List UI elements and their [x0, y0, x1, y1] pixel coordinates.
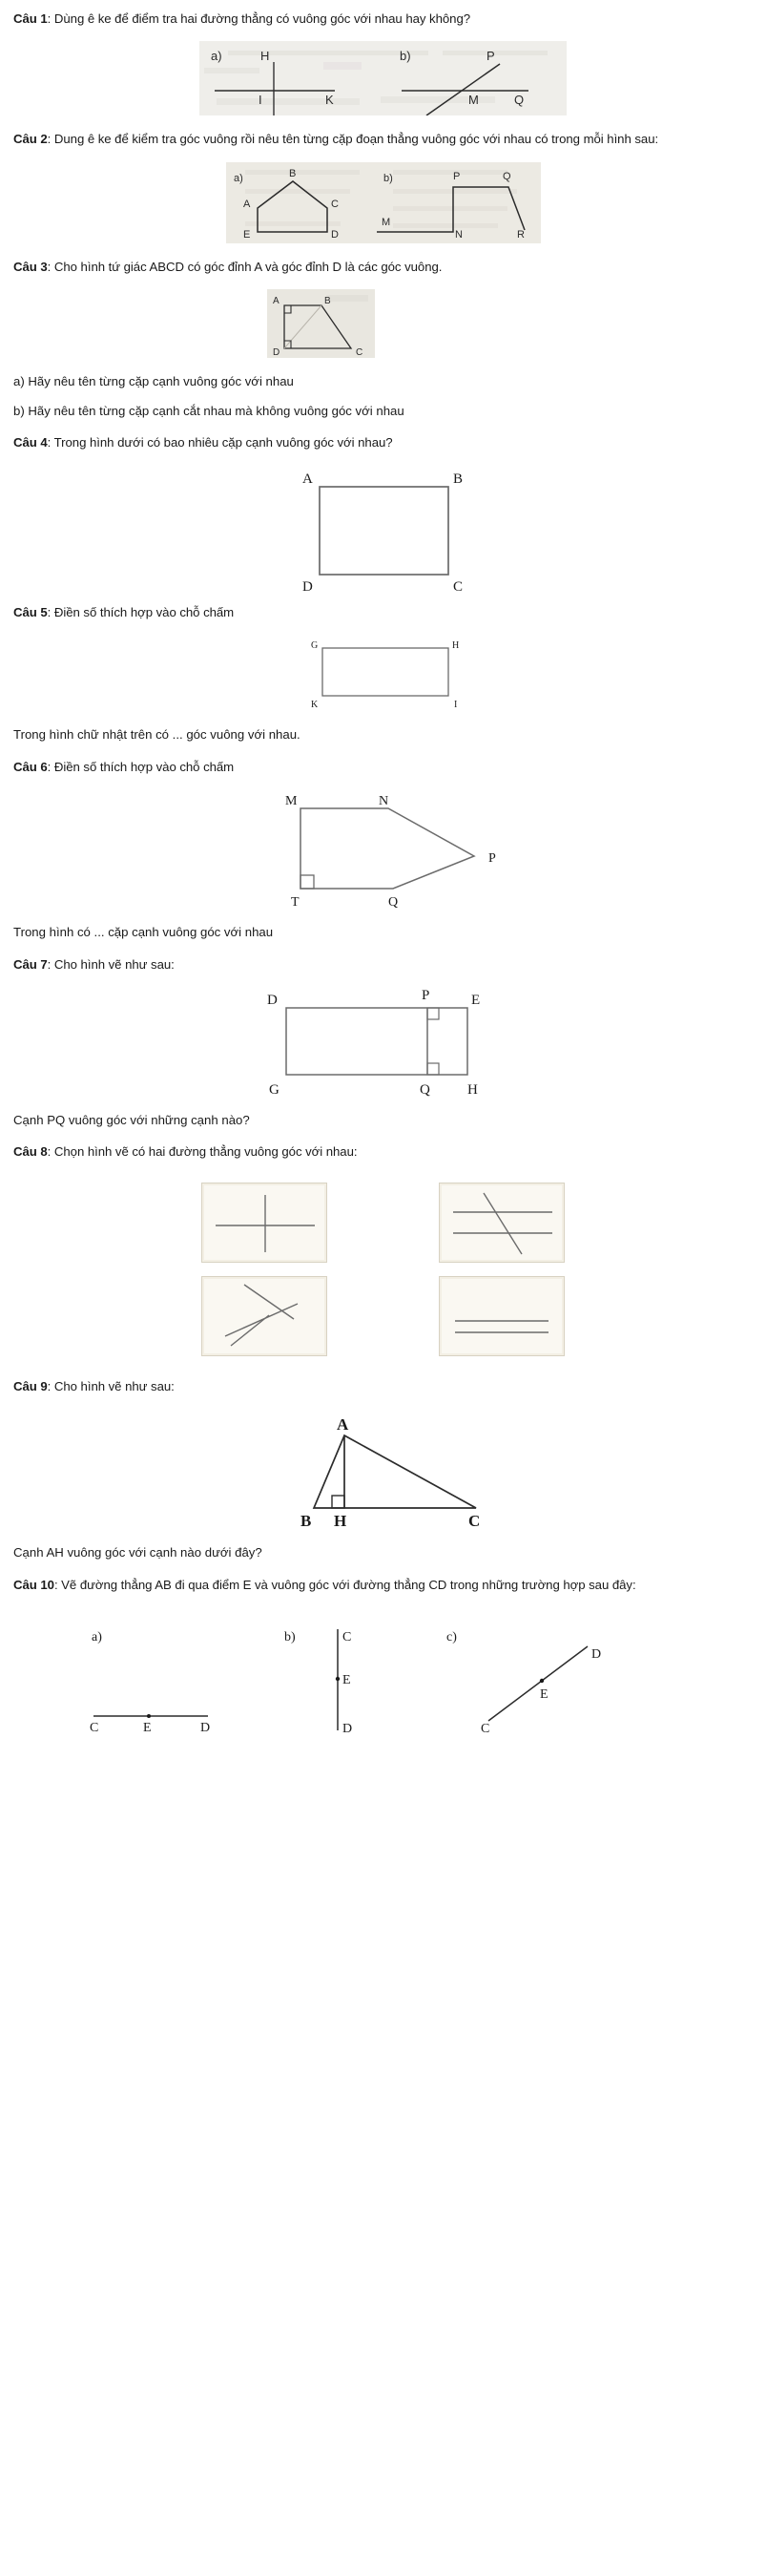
figure-9-label-A: A — [336, 1415, 348, 1435]
question-5-body: : Điền số thích hợp vào chỗ chấm — [47, 604, 235, 619]
question-2-text — [8, 130, 758, 149]
figure-10a-label-E: E — [143, 1721, 152, 1736]
question-9-body: : Cho hình vẽ như sau: — [47, 1378, 175, 1393]
figure-1b-label-M: M — [468, 93, 479, 108]
question-10-text — [8, 1576, 758, 1595]
figure-10c — [446, 1620, 656, 1737]
question-3-text — [8, 258, 758, 277]
right-angle-marker-P — [427, 1008, 439, 1019]
figure-question-7 — [8, 987, 758, 1097]
figure-question-2 — [8, 162, 758, 243]
question-3-sub-b: b) Hãy nêu tên từng cặp cạnh cắt nhau mà không vuông góc với nhau — [13, 403, 404, 418]
question-4-text — [8, 433, 758, 452]
figure-1a-tag: a) — [211, 49, 222, 64]
figure-7-label-Q: Q — [419, 1081, 430, 1098]
figure-3-label-A: A — [273, 296, 279, 307]
figure-7-label-E: E — [470, 992, 480, 1008]
figure-10c-label-E: E — [540, 1687, 549, 1703]
figure-1b-tag: b) — [400, 49, 411, 64]
figure-1b-label-Q: Q — [514, 93, 525, 108]
figure-1a-label-K: K — [325, 93, 334, 108]
figure-3-label-C: C — [356, 347, 363, 359]
figure-2b-label-R: R — [516, 228, 525, 241]
question-7-body: : Cho hình vẽ như sau: — [47, 956, 175, 972]
question-3-label: Câu 3 — [13, 259, 48, 274]
question-6-body: : Điền số thích hợp vào chỗ chấm — [47, 759, 235, 774]
figure-2a-label-A: A — [242, 198, 250, 210]
question-7-after: Cạnh PQ vuông góc với những cạnh nào? — [13, 1112, 250, 1127]
figure-7-label-H: H — [466, 1081, 478, 1098]
question-8-label: Câu 8 — [13, 1144, 48, 1160]
figure-2a-tag: a) — [233, 172, 243, 184]
figure-6-label-P: P — [487, 851, 496, 867]
question-6-after: Trong hình có ... cặp cạnh vuông góc với nhau — [13, 925, 274, 940]
question-9-text — [8, 1377, 758, 1396]
right-angle-marker-H — [332, 1496, 344, 1508]
figure-10b-label-E: E — [342, 1673, 351, 1688]
question-1-body: : Dùng ê ke để điểm tra hai đường thẳng có vuông góc với nhau hay không? — [47, 11, 471, 26]
question-7-text — [8, 955, 758, 974]
question-1-label: Câu 1 — [13, 11, 48, 26]
question-6-text — [8, 758, 758, 777]
figure-2b-label-P: P — [452, 170, 460, 182]
question-7-label: Câu 7 — [13, 956, 48, 972]
option-c-box[interactable] — [201, 1276, 327, 1356]
figure-1a-label-I: I — [259, 93, 262, 108]
question-1-text — [8, 10, 758, 29]
figure-4-label-B: B — [452, 471, 463, 487]
figure-10b-label-C: C — [342, 1630, 352, 1645]
figure-3-label-D: D — [273, 347, 280, 359]
question-2-label: Câu 2 — [13, 132, 48, 147]
figure-6-label-N: N — [378, 794, 388, 809]
figure-6-label-T: T — [290, 895, 300, 911]
figure-question-1 — [8, 41, 758, 115]
question-6-label: Câu 6 — [13, 759, 48, 774]
figure-4-label-C: C — [452, 578, 463, 595]
figure-10c-label-C: C — [481, 1722, 490, 1737]
question-4-body: : Trong hình dưới có bao nhiêu cặp cạnh vuông góc với nhau? — [47, 435, 393, 450]
figure-question-5 — [8, 635, 758, 711]
figure-10c-tag: c) — [446, 1630, 457, 1645]
figure-7-label-G: G — [268, 1081, 279, 1098]
question-5-after: Trong hình chữ nhật trên có ... góc vuông với nhau. — [13, 727, 300, 743]
right-angle-marker-A — [284, 305, 291, 313]
question-10-body: : Vẽ đường thẳng AB đi qua điểm E và vuông góc với đường thẳng CD trong những trường hợp sau đây: — [53, 1577, 636, 1592]
figure-4-label-A: A — [301, 471, 313, 487]
question-3-sub-a: a) Hãy nêu tên từng cặp cạnh vuông góc với nhau — [13, 374, 294, 389]
figure-10b-label-D: D — [342, 1722, 353, 1737]
figure-7-label-D: D — [266, 992, 278, 1008]
right-angle-marker-Q — [427, 1063, 439, 1075]
figure-10b-tag: b) — [284, 1630, 296, 1645]
figure-9-label-H: H — [333, 1512, 346, 1531]
question-4-label: Câu 4 — [13, 435, 48, 450]
figure-10a-label-C: C — [90, 1721, 99, 1736]
question-10-label: Câu 10 — [13, 1577, 54, 1592]
question-5-text — [8, 603, 758, 622]
figure-2b-label-Q: Q — [502, 170, 511, 182]
question-3-body: : Cho hình tứ giác ABCD có góc đỉnh A và góc đỉnh D là các góc vuông. — [47, 259, 443, 274]
figure-question-9 — [8, 1414, 758, 1529]
figure-question-10 — [8, 1620, 758, 1737]
question-8-text — [8, 1142, 758, 1162]
figure-5-label-G: G — [310, 640, 318, 652]
figure-1b-label-P: P — [487, 49, 495, 64]
figure-3-label-B: B — [324, 296, 331, 307]
figure-2a-label-C: C — [330, 198, 339, 210]
figure-question-8-options — [8, 1175, 758, 1356]
figure-10b — [284, 1620, 446, 1737]
figure-10a — [65, 1620, 284, 1734]
figure-6-label-M: M — [284, 794, 297, 809]
figure-6-label-Q: Q — [387, 895, 398, 911]
figure-2a-label-D: D — [330, 228, 339, 241]
figure-question-6 — [8, 789, 758, 909]
figure-9-label-B: B — [300, 1512, 311, 1531]
figure-2a-label-B: B — [288, 167, 296, 179]
figure-5-label-I: I — [453, 700, 457, 711]
figure-2b-label-M: M — [381, 216, 390, 228]
option-b-box[interactable] — [439, 1183, 565, 1263]
question-5-label: Câu 5 — [13, 604, 48, 619]
figure-9-label-C: C — [467, 1512, 480, 1531]
option-d-box[interactable] — [439, 1276, 565, 1356]
option-a-box[interactable] — [201, 1183, 327, 1263]
question-9-after: Cạnh AH vuông góc với cạnh nào dưới đây? — [13, 1545, 262, 1560]
figure-question-4 — [8, 466, 758, 595]
question-8-body: : Chọn hình vẽ có hai đường thẳng vuông góc với nhau: — [47, 1144, 358, 1160]
figure-4-label-D: D — [301, 578, 313, 595]
figure-2b-tag: b) — [383, 172, 393, 184]
figure-7-label-P: P — [421, 987, 429, 1003]
figure-10a-tag: a) — [92, 1630, 102, 1645]
figure-5-label-K: K — [310, 700, 318, 711]
figure-1a-label-H: H — [260, 49, 270, 64]
figure-2a-label-E: E — [242, 228, 250, 241]
question-9-label: Câu 9 — [13, 1378, 48, 1393]
figure-question-3 — [8, 289, 758, 358]
figure-10a-label-D: D — [200, 1721, 211, 1736]
right-angle-marker-T — [300, 875, 314, 889]
figure-2b-label-N: N — [454, 228, 463, 241]
question-2-body: : Dung ê ke để kiểm tra góc vuông rồi nêu tên từng cặp đoạn thẳng vuông góc với nhau có trong mỗi hình sau: — [47, 132, 659, 147]
figure-10c-label-D: D — [591, 1647, 602, 1663]
figure-5-label-H: H — [451, 640, 459, 652]
